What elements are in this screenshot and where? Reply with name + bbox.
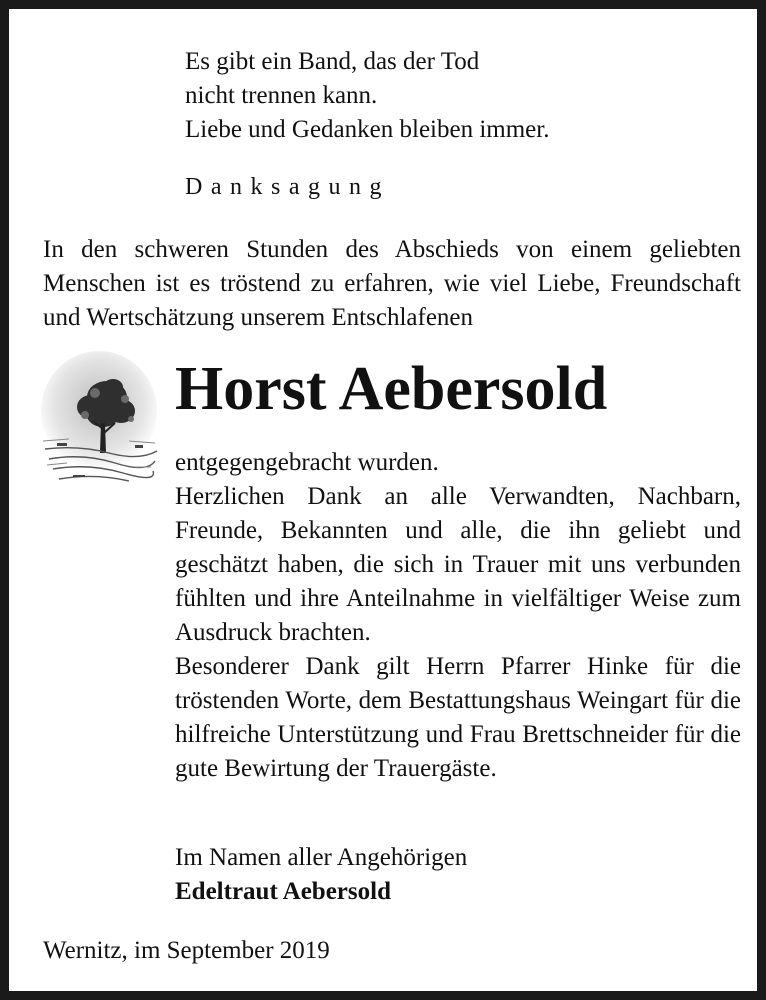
verse-line-3: Liebe und Gedanken bleiben immer. [185, 116, 550, 143]
body-paragraph-2: Herzlichen Dank an alle Verwandten, Nachbarn, Freunde, Bekannten und alle, die ihn geliebt und geschätzt haben, die sich in Trauer mit uns verbunden fühlten und ihre Anteilnahme in vielfältiger Weise zum Ausdruck brachten. [175, 483, 741, 646]
closing-line: Im Namen aller Angehörigen [175, 844, 468, 871]
body-text [175, 446, 741, 786]
verse-line-2: nicht trennen kann. [185, 82, 378, 109]
heading-danksagung: Danksagung [185, 174, 390, 200]
closing [175, 841, 467, 909]
body-paragraph-3: Besonderer Dank gilt Herrn Pfarrer Hinke für die tröstenden Worte, dem Bestattungshaus Weingart für die hilfreiche Unterstützung und Frau Brettschneider für die gute Bewirtung der Trauergäste. [175, 653, 741, 782]
intro-paragraph: In den schweren Stunden des Abschieds von einem geliebten Menschen ist es tröstend zu erfahren, wie viel Liebe, Freundschaft und Wertschätzung unserem Entschlafenen [43, 236, 741, 331]
place-date: Wernitz, im September 2019 [43, 937, 330, 964]
verse [185, 45, 549, 147]
verse-line-1: Es gibt ein Band, das der Tod [185, 48, 480, 75]
signer-name: Edeltraut Aebersold [175, 878, 391, 905]
deceased-name: Horst Aebersold [175, 355, 608, 423]
body-paragraph-1: entgegengebracht wurden. [175, 449, 439, 476]
tree-landscape-icon [39, 349, 159, 489]
